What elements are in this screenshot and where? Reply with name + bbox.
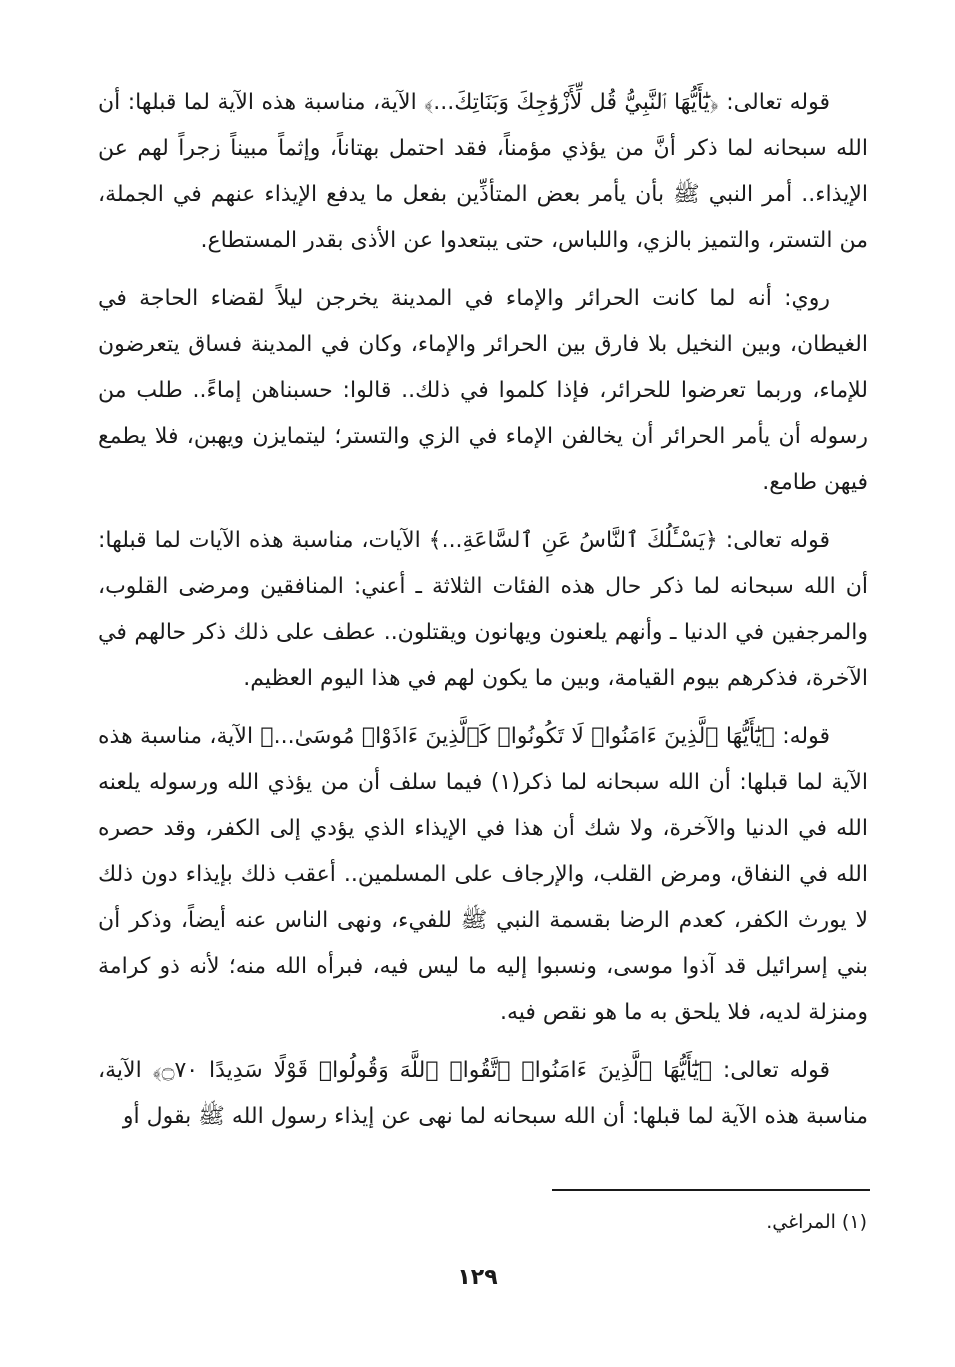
footnote-divider xyxy=(552,1189,870,1191)
paragraph-1: قوله تعالى: ﴿يَٰٓأَيُّهَا ٱلنَّبِيُّ قُل لِّأَزْوَٰجِكَ وَبَنَاتِكَ...﴾ الآية، مناسبة هذه الآية لما قبلها: أن الله سبحانه لما ذكر أنَّ من يؤذي مؤمناً، فقد احتمل بهتاناً، وإثماً مبيناً زجراً لهم عن الإيذاء.. أمر النبي ﷺ بأن يأمر بعض المتأذِّين بفعل ما يدفع الإيذاء عنهم في الجملة، من التستر، والتميز بالزي، واللباس، حتى يبتعدوا عن الأذى بقدر المستطاع. xyxy=(98,90,868,253)
main-text xyxy=(98,80,868,1152)
paragraph-5: قوله تعالى: ﴿يَٰٓأَيُّهَا ٱلَّذِينَ ءَامَنُوا۟ ٱتَّقُوا۟ ٱللَّهَ وَقُولُوا۟ قَوْلًا سَدِيدًا ۝٧٠﴾ الآية، مناسبة هذه الآية لما قبلها: أن الله سبحانه لما نهى عن إيذاء رسول الله ﷺ بقول أو xyxy=(98,1058,868,1129)
page-number: ١٢٩ xyxy=(457,1265,498,1290)
paragraph-4: قوله: ﴿يَٰٓأَيُّهَا ٱلَّذِينَ ءَامَنُوا۟ لَا تَكُونُوا۟ كَٱلَّذِينَ ءَاذَوْا۟ مُوسَىٰ...﴾ الآية، مناسبة هذه الآية لما قبلها: أن الله سبحانه لما ذكر(١) فيما سلف أن من يؤذي الله ورسوله يلعنه الله في الدنيا والآخرة، ولا شك أن هذا في الإيذاء الذي يؤدي إلى الكفر، وقد حصره الله في النفاق، ومرض القلب، والإرجاف على المسلمين.. أعقب ذلك بإيذاء دون ذلك لا يورث الكفر، كعدم الرضا بقسمة النبي ﷺ للفيء، ونهى الناس عنه أيضاً، وذكر أن بني إسرائيل قد آذوا موسى، ونسبوا إليه ما ليس فيه، فبرأه الله منه؛ لأنه ذو كرامة ومنزلة لديه، فلا يلحق به ما هو نقص فيه. xyxy=(98,724,868,1025)
paragraph-2: روي: أنه لما كانت الحرائر والإماء في المدينة يخرجن ليلاً لقضاء الحاجة في الغيطان، وبين النخيل بلا فارق بين الحرائر والإماء، وكان في المدينة فساق يتعرضون للإماء، وربما تعرضوا للحرائر، فإذا كلموا في ذلك.. قالوا: حسبناهن إماءً.. طلب من رسوله أن يأمر الحرائر أن يخالفن الإماء في الزي والتستر؛ ليتمايزن ويهبن، فلا يطمع فيهن طامع. xyxy=(98,286,868,495)
footnote: (١) المراغي. xyxy=(766,1211,867,1233)
paragraph-3: قوله تعالى: ﴿يَسْـَٔلُكَ ٱلنَّاسُ عَنِ ٱلسَّاعَةِ...﴾ الآيات، مناسبة هذه الآيات لما قبلها: أن الله سبحانه لما ذكر حال هذه الفئات الثلاثة ـ أعني: المنافقين ومرضى القلوب، والمرجفين في الدنيا ـ وأنهم يلعنون ويهانون ويقتلون.. عطف على ذلك ذكر حالهم في الآخرة، فذكرهم بيوم القيامة، وبين ما يكون لهم في هذا اليوم العظيم. xyxy=(98,528,868,691)
